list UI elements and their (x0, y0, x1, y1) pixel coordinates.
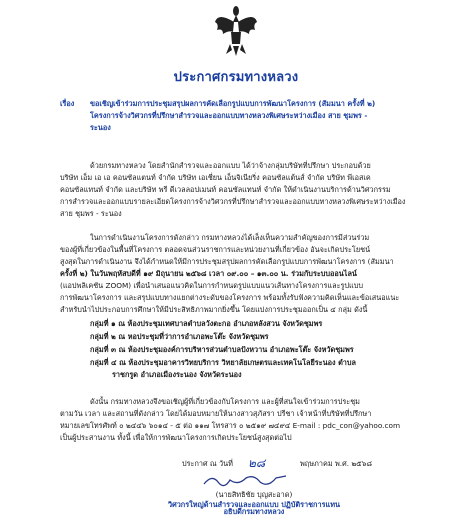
paragraph-line: ดังนั้น กรมทางหลวงจึงขอเชิญผู้ที่เกี่ยวข้องกับโครงการ และผู้ที่สนใจเข้าร่วมการประชุม (90, 397, 360, 406)
announcement-date-day: ๒๘ (248, 456, 266, 470)
signatory-name: (นายสิทธิชัย บุญสะอาด) (215, 490, 293, 499)
group-item: กลุ่มที่ ๔ ณ ห้องประชุมอาคารวิทยบริการ วิทยาลัยเกษตรและเทคโนโลยีระนอง ตำบล (90, 358, 357, 367)
handwritten-signature-icon (200, 472, 290, 490)
signatory-position: วิศวกรใหญ่ด้านสำรวจและออกแบบ ปฏิบัติราชการแทน (167, 500, 340, 509)
announcement-title: ประกาศกรมทางหลวง (173, 70, 299, 85)
contact-line: หมายเลขโทรศัพท์ ๐ ๒๔๔๖ ๖๐๑๔ - ๕ ต่อ ๑๑๗ โทรสาร ๐ ๒๕๑๙ ๗๔๙๔ E-mail : pdc_con@yahoo.com (60, 421, 401, 430)
paragraph-line: ในการดำเนินงานโครงการดังกล่าว กรมทางหลวงได้เล็งเห็นความสำคัญของการมีส่วนร่วม (90, 233, 370, 242)
paragraph-line: สำหรับนำไปประกอบการศึกษาให้มีประสิทธิภาพมากยิ่งขึ้น โดยแบ่งการประชุมออกเป็น ๔ กลุ่ม ดังนี้ (60, 305, 368, 314)
subject-label: เรื่อง (60, 99, 75, 108)
subject-line: ขอเชิญเข้าร่วมการประชุมสรุปผลการคัดเลือกรูปแบบการพัฒนาโครงการ (สัมมนา ครั้งที่ ๒) (90, 99, 376, 108)
paragraph-line: (แอปพลิเคชัน ZOOM) เพื่อนำเสนอแนวคิดในการกำหนดรูปแบบแนวเส้นทางโครงการและรูปแบบ (60, 281, 364, 290)
announcement-date-prefix: ประกาศ ณ วันที่ (182, 459, 233, 468)
paragraph-line: สาย ชุมพร - ระนอง (60, 209, 122, 218)
meeting-date-line: ครั้งที่ ๒) ในวันพฤหัสบดีที่ ๑๙ มิถุนายน ๒๕๖๘ เวลา ๐๙.๐๐ – ๑๓.๐๐ น. ร่วมกับระบบออนไลน์ (60, 269, 357, 278)
group-item: กลุ่มที่ ๒ ณ หอประชุมที่ว่าการอำเภอพะโต๊ะ จังหวัดชุมพร (90, 332, 269, 341)
paragraph-line: สูงสุดในการดำเนินงาน จึงได้กำหนดให้มีการประชุมสรุปผลการคัดเลือกรูปแบบการพัฒนาโครงการ (สัมมนา (60, 257, 394, 266)
paragraph-line: เป็นผู้ประสานงาน ทั้งนี้ เพื่อให้การพัฒนาโครงการเกิดประโยชน์สูงสุดต่อไป (60, 433, 292, 442)
subject-line: ระนอง (90, 123, 111, 132)
paragraph-line: คอนซัลแทนท์ จำกัด และบริษัท พรี ดีเวลลอปเมนท์ คอนซัลแทนท์ จำกัด ให้ดำเนินงานบริการด้านวิศวกรรม (60, 185, 391, 194)
group-item: กลุ่มที่ ๑ ณ ห้องประชุมเทศบาลตำบลวังตะกอ อำเภอหลังสวน จังหวัดชุมพร (90, 319, 323, 328)
group-item: กลุ่มที่ ๓ ณ ห้องประชุมองค์การบริหารส่วนตำบลปังหวาน อำเภอพะโต๊ะ จังหวัดชุมพร (90, 345, 354, 354)
paragraph-line: การสำรวจและออกแบบรายละเอียดโครงการจ้างวิศวกรที่ปรึกษาสำรวจและออกแบบทางหลวงพิเศษระหว่างเมือง (60, 197, 406, 206)
garuda-emblem-icon (213, 2, 259, 56)
paragraph-line: ของผู้ที่เกี่ยวข้องในพื้นที่โครงการ ตลอดจนส่วนราชการและหน่วยงานที่เกี่ยวข้อง อันจะเกิดประโยชน์ (60, 245, 371, 254)
paragraph-line: ตามวัน เวลา และสถานที่ดังกล่าว โดยได้มอบหมายให้นางสาวสุภัสรา ปรีชา เจ้าหน้าที่บริษัทที่ปรึกษา (60, 409, 372, 418)
subject-line: โครงการจ้างวิศวกรที่ปรึกษาสำรวจและออกแบบทางหลวงพิเศษระหว่างเมือง สาย ชุมพร - (90, 111, 368, 120)
paragraph-line: บริษัท เอ็ม เอ เอ คอนซัลแตนท์ จำกัด บริษัท เอเชี่ยน เอ็นจิเนียริ่ง คอนซัลแต้นส์ จำกัด บริษัท พีเอสเค (60, 173, 371, 182)
signatory-position: อธิบดีกรมทางหลวง (223, 507, 285, 516)
paragraph-line: การพัฒนาโครงการ และสรุปแบบทางแยกต่างระดับของโครงการ พร้อมทั้งรับฟังความคิดเห็นและข้อเสนอแนะ (60, 293, 400, 302)
announcement-date-month-year: พฤษภาคม พ.ศ. ๒๕๖๘ (300, 459, 372, 468)
paragraph-line: ด้วยกรมทางหลวง โดยสำนักสำรวจและออกแบบ ได้ว่าจ้างกลุ่มบริษัทที่ปรึกษา ประกอบด้วย (90, 161, 371, 170)
group-item: ราชกรูด อำเภอเมืองระนอง จังหวัดระนอง (112, 370, 242, 379)
